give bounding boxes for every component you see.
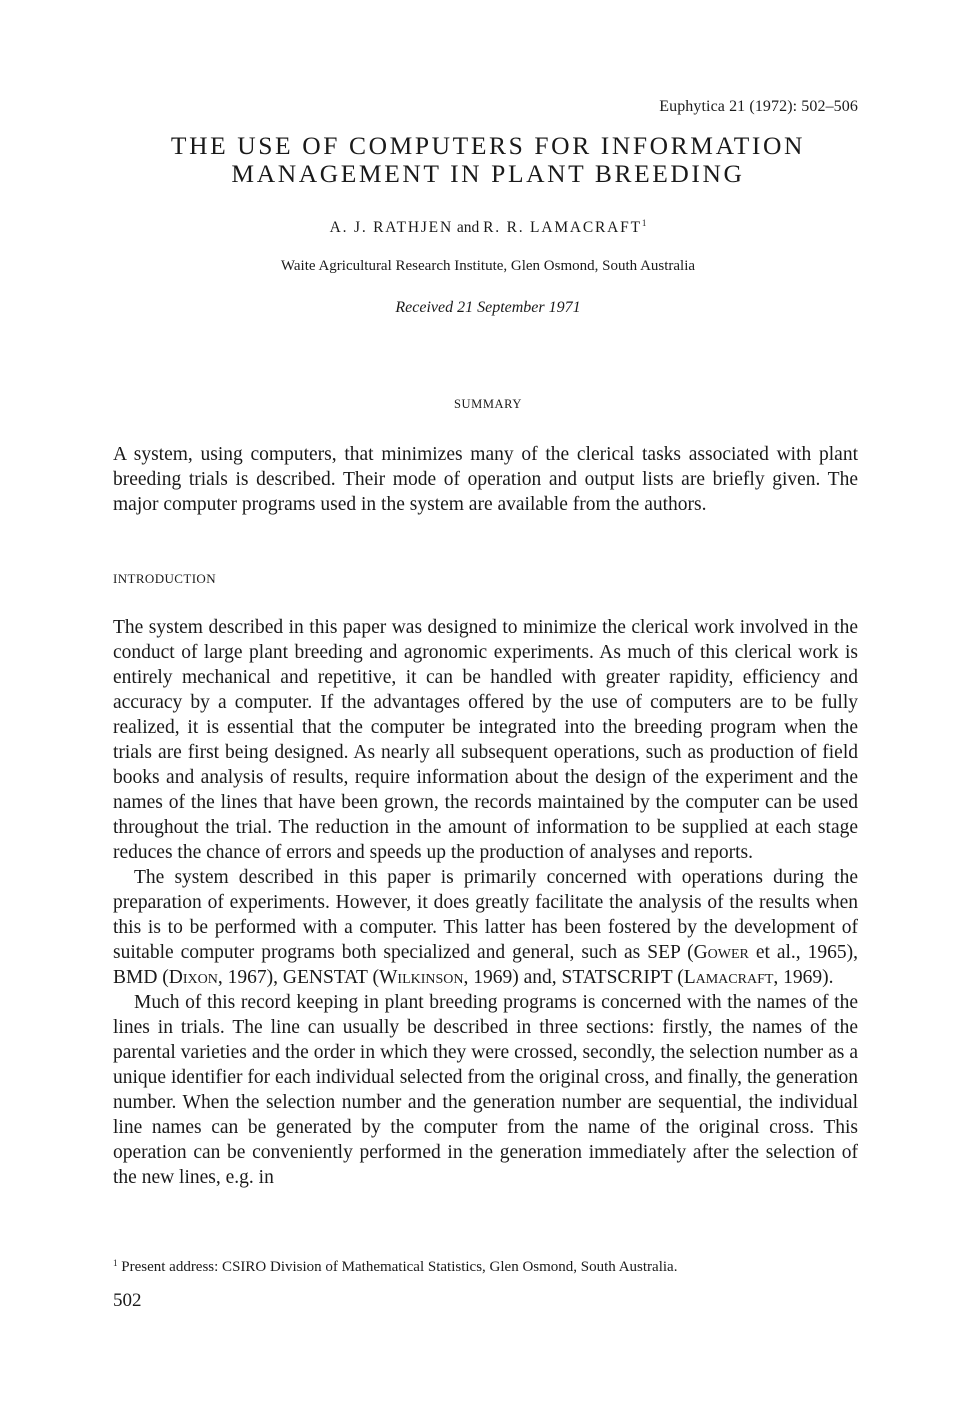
author-second: R. R. LAMACRAFT <box>483 219 642 236</box>
footnote <box>113 1258 858 1276</box>
received-date: Received 21 September 1971 <box>395 299 581 316</box>
article-title-line-1: THE USE OF COMPUTERS FOR INFORMATION <box>170 131 806 160</box>
introduction-paragraph-3: Much of this record keeping in plant breeding programs is concerned with the names of the lines in trials. The line can usually be described in three sections: firstly, the names of the parental varieties and the order in which they were crossed, secondly, the selection number as a unique identifier for each individual selected from the original cross, and finally, the generation number. When the selection number and the generation number are sequential, the individual line names can be generated by the computer from the name of the original cross. This operation can be conveniently performed in the generation immediately after the selection of the new lines, e.g. in <box>113 992 858 1188</box>
summary-heading: SUMMARY <box>453 397 523 411</box>
introduction-paragraph-2 <box>113 865 858 990</box>
citation-gower: Gower <box>693 942 749 963</box>
footnote-text: Present address: CSIRO Division of Mathematical Statistics, Glen Osmond, South Australia. <box>121 1259 678 1275</box>
footnote-mark: 1 <box>113 1258 118 1268</box>
p2-text-a: The system described in this paper is primarily concerned with operations during the preparation of experiments. However, it does greatly facilitate the analysis of the results when this is to be performed with a computer. This latter has been fostered by the development of suitable computer programs both specialized and general, such as SEP ( <box>113 867 858 963</box>
author-line <box>0 218 976 237</box>
article-title-line-2: MANAGEMENT IN PLANT BREEDING <box>231 159 745 188</box>
introduction-heading: INTRODUCTION <box>113 571 217 586</box>
affiliation: Waite Agricultural Research Institute, Glen Osmond, South Australia <box>280 258 696 274</box>
p2-text-b: et al., 1965), BMD ( <box>113 942 858 988</box>
introduction-body <box>113 615 858 1190</box>
author-conjunction: and <box>456 219 480 236</box>
citation-wilkinson: Wilkinson <box>379 967 464 988</box>
author-first: A. J. RATHJEN <box>329 219 453 236</box>
p2-text-d: , 1969) and, STATSCRIPT ( <box>463 967 684 988</box>
article-title <box>0 132 976 188</box>
p2-text-e: , 1969). <box>773 967 834 988</box>
citation-lamacraft: Lamacraft <box>683 967 774 988</box>
author-footnote-mark: 1 <box>641 218 647 228</box>
citation-dixon: Dixon <box>168 967 218 988</box>
p2-text-c: , 1967), GENSTAT ( <box>217 967 379 988</box>
introduction-paragraph-1: The system described in this paper was designed to minimize the clerical work involved in the conduct of large plant breeding and agronomic experiments. As much of this clerical work is entirely mechanical and repetitive, it can be handled with greater rapidity, efficiency and accuracy by a computer. If the advantages offered by the use of computers are to be fully realized, it is essential that the computer be integrated into the breeding program when the trials are first being designed. As nearly all subsequent operations, such as production of field books and analysis of results, require information about the design of the experiment and the names of the lines that have been grown, the records maintained by the computer can be used throughout the trial. The reduction in the amount of information to be supplied at each stage reduces the chance of errors and speeds up the production of analyses and reports. <box>113 617 858 863</box>
page-number: 502 <box>113 1290 142 1311</box>
journal-citation: Euphytica 21 (1972): 502–506 <box>659 98 858 115</box>
summary-paragraph: A system, using computers, that minimizes many of the clerical tasks associated with plant breeding trials is described. Their mode of operation and output lists are briefly given. The major computer programs used in the system are available from the authors. <box>113 444 858 515</box>
